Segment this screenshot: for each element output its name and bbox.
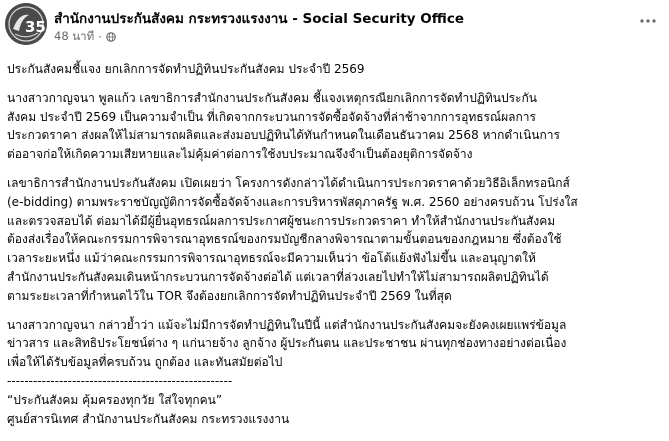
text-line: สังคม ประจำปี 2569 เป็นความจำเป็น ที่เกิดจากกระบวนการจัดซื้อจัดจ้างที่ล่าช้าจากการอุทธรณ์ผลการ bbox=[7, 109, 536, 124]
more-options-button[interactable] bbox=[635, 8, 661, 34]
post-timestamp[interactable]: 48 นาที bbox=[54, 29, 95, 43]
divider-line: ---------------------------------------------------- bbox=[7, 373, 233, 388]
paragraph-3 bbox=[7, 316, 663, 372]
sso-35-logo-icon bbox=[5, 3, 47, 45]
text-line: นางสาวกาญจนา พูลแก้ว เลขาธิการสำนักงานประกันสังคม ชี้แจงเหตุกรณียกเลิกการจัดทำปฏิทินประกัน bbox=[7, 90, 537, 105]
paragraph-1 bbox=[7, 89, 663, 164]
text-line: ตามระยะเวลาที่กำหนดไว้ใน TOR จึงต้องยกเลิกการจัดทำปฏิทินประจำปี 2569 ในที่สุด bbox=[7, 288, 452, 303]
text-line: สำนักงานประกันสังคมเดินหน้ากระบวนการจัดจ้างต่อได้ แต่เวลาที่ล่วงเลยไปทำให้ไม่สามารถผลิตปฏิทินได้ bbox=[7, 269, 549, 284]
signature: ศูนย์สารนิเทศ สำนักงานประกันสังคม กระทรวงแรงงาน bbox=[7, 411, 290, 426]
slogan: “ประกันสังคม คุ้มครองทุกวัย ใส่ใจทุกคน” bbox=[7, 392, 223, 407]
text-line: (e-bidding) ตามพระราชบัญญัติการจัดซื้อจัดจ้างและการบริหารพัสดุภาครัฐ พ.ศ. 2560 อย่างครบถ้วน โปร่งใส bbox=[7, 194, 578, 209]
post-meta bbox=[54, 28, 116, 46]
post-body bbox=[7, 60, 663, 428]
text-line: และตรวจสอบได้ ต่อมาได้มีผู้ยื่นอุทธรณ์ผลการประกาศผู้ชนะการประกวดราคา ทำให้สำนักงานประกันสังคม bbox=[7, 213, 556, 228]
post-title: ประกันสังคมชี้แจง ยกเลิกการจัดทำปฏิทินประกันสังคม ประจำปี 2569 bbox=[7, 62, 365, 76]
paragraph-2 bbox=[7, 174, 663, 306]
text-line: ประกวดราคา ส่งผลให้ไม่สามารถผลิตและส่งมอบปฏิทินได้ทันกำหนดในเดือนธันวาคม 2568 หากดำเนินการ bbox=[7, 128, 560, 143]
more-options-icon bbox=[640, 19, 656, 23]
globe-icon[interactable] bbox=[106, 32, 116, 42]
text-line: ต้องส่งเรื่องให้คณะกรรมการพิจารณาอุทธรณ์ของกรมบัญชีกลางพิจารณาตามขั้นตอนของกฎหมาย ซึ่งต้องใช้ bbox=[7, 232, 562, 247]
page-avatar[interactable] bbox=[5, 3, 47, 45]
text-line: เลขาธิการสำนักงานประกันสังคม เปิดเผยว่า โครงการดังกล่าวได้ดำเนินการประกวดราคาด้วยวิธีอิเล็กทรอนิกส์ bbox=[7, 175, 570, 190]
text-line: นางสาวกาญจนา กล่าวย้ำว่า แม้จะไม่มีการจัดทำปฏิทินในปีนี้ แต่สำนักงานประกันสังคมจะยังคงเผยแพร่ข้อมูล bbox=[7, 317, 567, 332]
svg-text:35: 35 bbox=[25, 18, 46, 36]
text-line: เวลาระยะหนึ่ง แม้ว่าคณะกรรมการพิจารณาอุทธรณ์จะมีความเห็นว่า ข้อโต้แย้งฟังไม่ขึ้น และอนุญาตให้ bbox=[7, 251, 536, 266]
meta-separator: · bbox=[98, 30, 102, 44]
text-line: เพื่อให้ได้รับข้อมูลที่ครบถ้วน ถูกต้อง และทันสมัยต่อไป bbox=[7, 355, 283, 370]
text-line: ข่าวสาร และสิทธิประโยชน์ต่าง ๆ แก่นายจ้าง ลูกจ้าง ผู้ประกันตน และประชาชน ผ่านทุกช่องทางอย่างต่อเนื่อง bbox=[7, 336, 567, 351]
page-name-link[interactable]: สำนักงานประกันสังคม กระทรวงแรงงาน - Social Security Office bbox=[54, 11, 464, 27]
post-header bbox=[0, 0, 669, 50]
text-line: ต่ออาจก่อให้เกิดความเสียหายและไม่คุ้มค่าต่อการใช้งบประมาณจึงจำเป็นต้องยุติการจัดจ้าง bbox=[7, 147, 473, 162]
